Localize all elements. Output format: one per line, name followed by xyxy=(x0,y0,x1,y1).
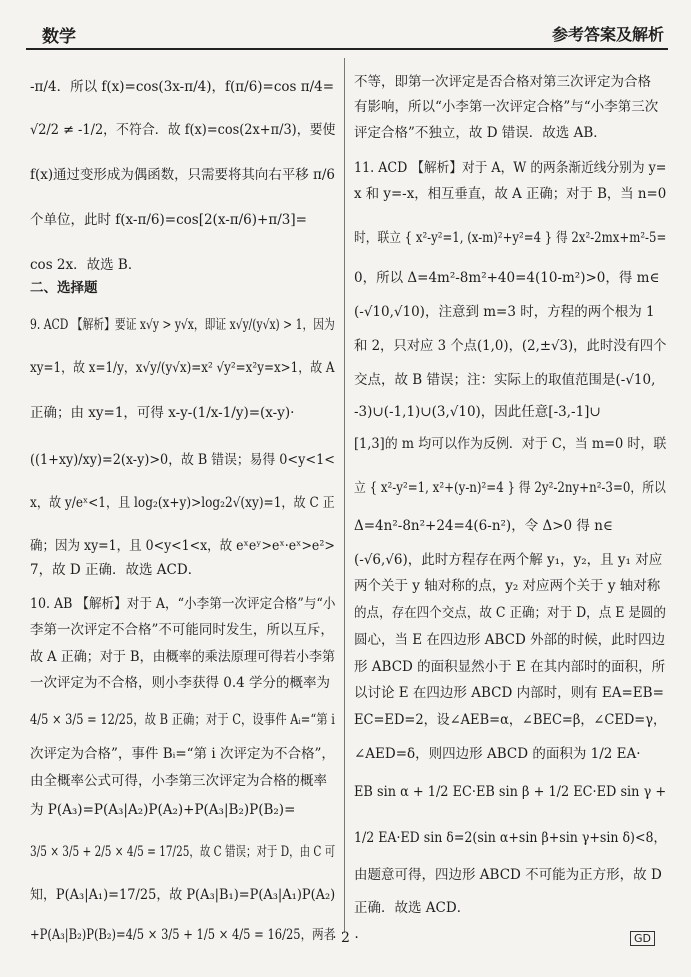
text-line: 以讨论 E 在四边形 ABCD 内部时，则有 EA=EB= xyxy=(354,685,664,701)
header-rule xyxy=(26,48,668,50)
text-line: 李第一次评定不合格”不可能同时发生，所以互斥， xyxy=(30,622,334,638)
text-line: 交点，故 B 错误；注：实际上的取值范围是(-√10, xyxy=(354,372,656,388)
text-line: 和 2，只对应 3 个点(1,0)，(2,±√3)，此时没有四个 xyxy=(354,338,667,354)
page-number: · 2 · xyxy=(332,930,359,946)
text-line: Δ=4n²-8n²+24=4(6-n²)，令 Δ>0 得 n∈ xyxy=(354,518,613,534)
text-line: [1,3]的 m 均可以作为反例．对于 C，当 m=0 时，联 xyxy=(354,436,667,452)
text-line: 由题意可得，四边形 ABCD 不可能为正方形，故 D xyxy=(354,867,662,883)
text-line: -3)∪(-1,1)∪(3,√10)，因此任意[-3,-1]∪ xyxy=(354,404,601,420)
text-line: 10. AB 【解析】对于 A，“小李第一次评定合格”与“小 xyxy=(30,596,336,612)
text-line: 为 P(A₃)=P(A₃|A₂)P(A₂)+P(A₃|B₂)P(B₂)= xyxy=(30,802,296,818)
text-line: EC=ED=2，设∠AEB=α，∠BEC=β，∠CED=γ， xyxy=(354,712,667,728)
gd-badge: GD xyxy=(630,931,655,946)
text-line: 确；因为 xy=1，且 0<y<1<x，故 eˣeʸ>eˣ·eˣ>e²> xyxy=(30,538,335,554)
text-line: ((1+xy)/xy)=2(x-y)>0，故 B 错误；易得 0<y<1< xyxy=(30,452,335,468)
text-line: xy=1，故 x=1/y，x√y/(y√x)=x² √y²=x²y=x>1，故 A xyxy=(30,360,335,376)
text-line: f(x)通过变形成为偶函数，只需要将其向右平移 π/6 xyxy=(30,167,335,183)
text-line: 故 A 正确；对于 B，由概率的乘法原理可得若小李第 xyxy=(30,649,336,665)
text-line: 正确；由 xy=1，可得 x-y-(1/x-1/y)=(x-y)· xyxy=(30,405,295,421)
text-line: √2/2 ≠ -1/2，不符合．故 f(x)=cos(2x+π/3)，要使 xyxy=(30,122,336,138)
text-line: -π/4．所以 f(x)=cos(3x-π/4)，f(π/6)=cos π/4= xyxy=(30,79,335,95)
text-line: 7，故 D 正确．故选 ACD． xyxy=(30,562,202,578)
text-line: 时，联立 { x²-y²=1, (x-m)²+y²=4 } 得 2x²-2mx+m²-5= xyxy=(354,230,667,246)
text-line: 两个关于 y 轴对称的点，y₂ 对应两个关于 y 轴对称 xyxy=(354,578,661,594)
text-line: x，故 y/eˣ<1，且 log₂(x+y)>log₂2√(xy)=1，故 C 正 xyxy=(30,495,335,511)
text-line: 一次评定为不合格，则小李获得 0.4 学分的概率为 xyxy=(30,675,331,691)
text-line: 1/2 EA·ED sin δ=2(sin α+sin β+sin γ+sin δ)<8， xyxy=(354,830,667,846)
text-line: (-√6,√6)，此时方程存在两个解 y₁，y₂，且 y₁ 对应 xyxy=(354,552,663,568)
text-line: cos 2x．故选 B． xyxy=(30,257,142,273)
text-line: EB sin α + 1/2 EC·EB sin β + 1/2 EC·ED sin γ + xyxy=(354,784,667,800)
text-line: 由全概率公式可得，小李第三次评定为合格的概率 xyxy=(30,773,327,789)
text-line: 个单位，此时 f(x-π/6)=cos[2(x-π/6)+π/3]= xyxy=(30,212,307,228)
text-line: 圆心，当 E 在四边形 ABCD 外部的时候，此时四边 xyxy=(354,632,666,648)
text-line: 次评定为合格”，事件 Bᵢ=“第 i 次评定为不合格”， xyxy=(30,746,335,762)
column-divider xyxy=(344,58,345,933)
text-line: 4/5 × 3/5 = 12/25，故 B 正确；对于 C，设事件 Aᵢ=“第 i xyxy=(30,712,335,728)
text-line: 不等，即第一次评定是否合格对第三次评定为合格 xyxy=(354,74,651,90)
text-line: 3/5 × 3/5 + 2/5 × 4/5 = 17/25，故 C 错误；对于 D，由 C 可 xyxy=(30,844,336,860)
text-line: +P(A₃|B₂)P(B₂)=4/5 × 3/5 + 1/5 × 4/5 = 16/25，两者 xyxy=(30,927,336,943)
subject-label: 数学 xyxy=(42,27,76,47)
text-line: ∠AED=δ，则四边形 ABCD 的面积为 1/2 EA· xyxy=(354,746,641,762)
section-heading: 二、选择题 xyxy=(30,280,98,296)
text-line: 正确．故选 ACD． xyxy=(354,900,471,916)
text-line: 9. ACD 【解析】要证 x√y > y√x，即证 x√y/(y√x) > 1，因为 xyxy=(30,317,335,333)
text-line: 知，P(A₃|A₁)=17/25，故 P(A₃|B₁)=P(A₃|A₁)P(A₂) xyxy=(30,887,336,903)
text-line: x 和 y=-x，相互垂直，故 A 正确；对于 B，当 n=0 xyxy=(354,186,667,202)
header-title: 参考答案及解析 xyxy=(551,25,664,44)
text-line: (-√10,√10)，注意到 m=3 时，方程的两个根为 1 xyxy=(354,304,655,320)
text-line: 有影响，所以“小李第一次评定合格”与“小李第三次 xyxy=(354,99,659,115)
text-line: 立 { x²-y²=1, x²+(y-n)²=4 } 得 2y²-2ny+n²-3=0，所以 xyxy=(354,480,666,496)
text-line: 评定合格”不独立，故 D 错误．故选 AB． xyxy=(354,125,607,141)
text-line: 11. ACD 【解析】对于 A，W 的两条渐近线分别为 y= xyxy=(354,160,667,176)
page-header xyxy=(22,10,672,46)
text-line: 的点，存在四个交点，故 C 正确；对于 D，点 E 是圆的 xyxy=(354,605,666,621)
text-line: 0，所以 Δ=4m²-8m²+40=4(10-m²)>0，得 m∈ xyxy=(354,270,660,286)
text-line: 形 ABCD 的面积显然小于 E 在其内部时的面积，所 xyxy=(354,659,666,675)
